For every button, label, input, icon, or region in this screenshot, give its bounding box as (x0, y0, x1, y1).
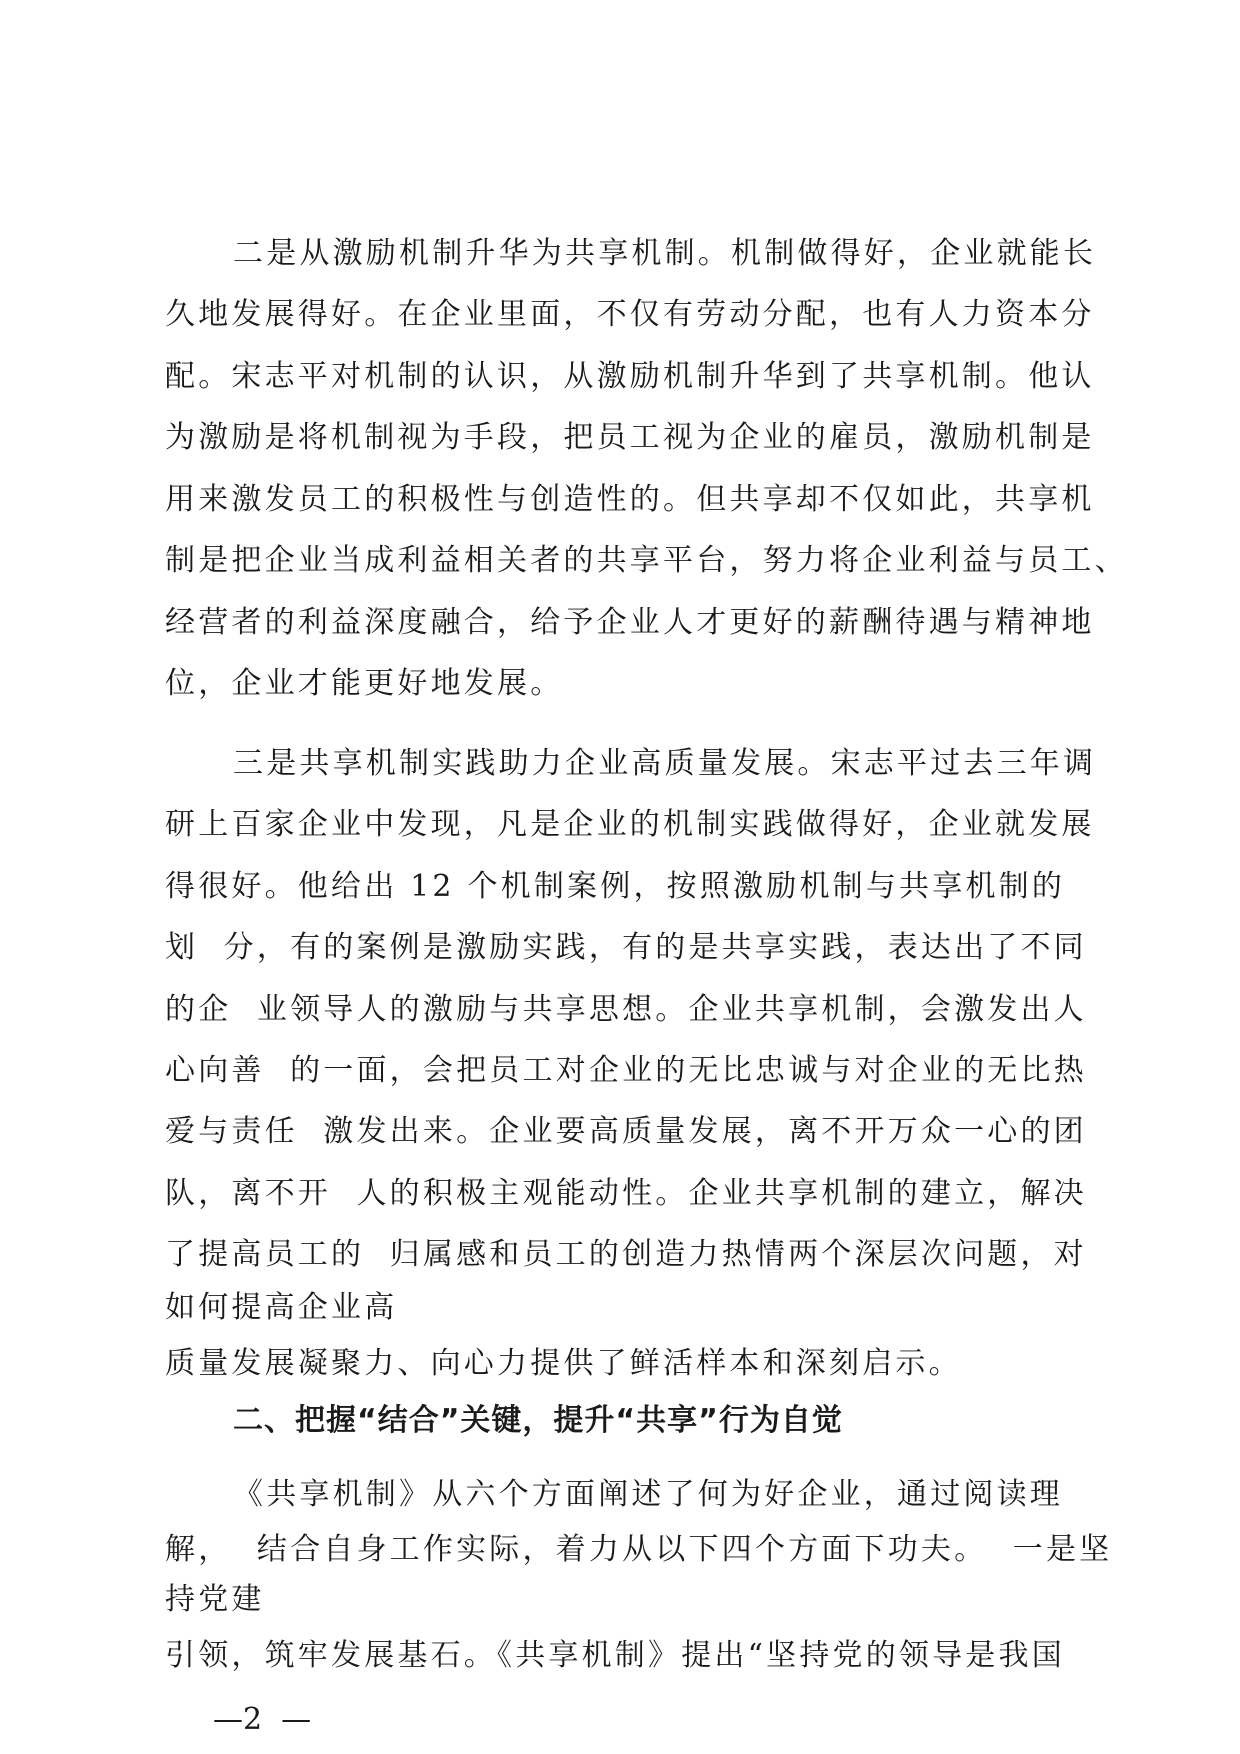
paragraph-1-line-3: 配。宋志平对机制的认识，从激励机制升华到了共享机制。他认 (165, 359, 1095, 394)
paragraph-2-line-2: 研上百家企业中发现，凡是企业的机制实践做得好，企业就发展 (165, 807, 1095, 842)
section-heading: 二、把握“结合”关键，提升“共享”行为自觉 (233, 1403, 843, 1438)
paragraph-2-line-4: 划 分，有的案例是激励实践，有的是共享实践，表达出了不同 (165, 930, 1087, 965)
paragraph-3-line-2: 解， 结合自身工作实际，着力从以下四个方面下功夫。 一是坚 (165, 1532, 1113, 1567)
paragraph-1-line-6: 制是把企业当成利益相关者的共享平台，努力将企业利益与员工、 (165, 543, 1128, 578)
paragraph-1-line-8: 位，企业才能更好地发展。 (165, 666, 564, 701)
paragraph-3-line-4: 引领，筑牢发展基石。《共享机制》提出“坚持党的领导是我国 (165, 1638, 1065, 1673)
paragraph-2-line-3: 得很好。他给出 12 个机制案例，按照激励机制与共享机制的 (165, 869, 1066, 904)
paragraph-2-line-6: 心向善 的一面，会把员工对企业的无比忠诚与对企业的无比热 (165, 1053, 1087, 1088)
paragraph-3-line-3: 持党建 (165, 1582, 265, 1617)
paragraph-2-line-9: 了提高员工的 归属感和员工的创造力热情两个深层次问题，对 (165, 1237, 1087, 1272)
paragraph-1-line-2: 久地发展得好。在企业里面，不仅有劳动分配，也有人力资本分 (165, 297, 1095, 332)
paragraph-1-line-4: 为激励是将机制视为手段，把员工视为企业的雇员，激励机制是 (165, 420, 1095, 455)
paragraph-2-line-8: 队，离不开 人的积极主观能动性。企业共享机制的建立，解决 (165, 1176, 1087, 1211)
paragraph-2-line-11: 质量发展凝聚力、向心力提供了鲜活样本和深刻启示。 (165, 1346, 962, 1381)
paragraph-2-line-10: 如何提高企业高 (165, 1290, 398, 1325)
paragraph-1-line-1: 二是从激励机制升华为共享机制。机制做得好，企业就能长 (233, 236, 1097, 271)
paragraph-2-line-7: 爱与责任 激发出来。企业要高质量发展，离不开万众一心的团 (165, 1114, 1087, 1149)
paragraph-2-line-5: 的企 业领导人的激励与共享思想。企业共享机制，会激发出人 (165, 992, 1087, 1027)
paragraph-1-line-7: 经营者的利益深度融合，给予企业人才更好的薪酬待遇与精神地 (165, 605, 1095, 640)
paragraph-3-line-1: 《共享机制》从六个方面阐述了何为好企业，通过阅读理 (233, 1477, 1063, 1512)
paragraph-1-line-5: 用来激发员工的积极性与创造性的。但共享却不仅如此，共享机 (165, 482, 1095, 517)
paragraph-2-line-1: 三是共享机制实践助力企业高质量发展。宋志平过去三年调 (233, 746, 1097, 781)
page-number: —2 — (213, 1702, 312, 1737)
